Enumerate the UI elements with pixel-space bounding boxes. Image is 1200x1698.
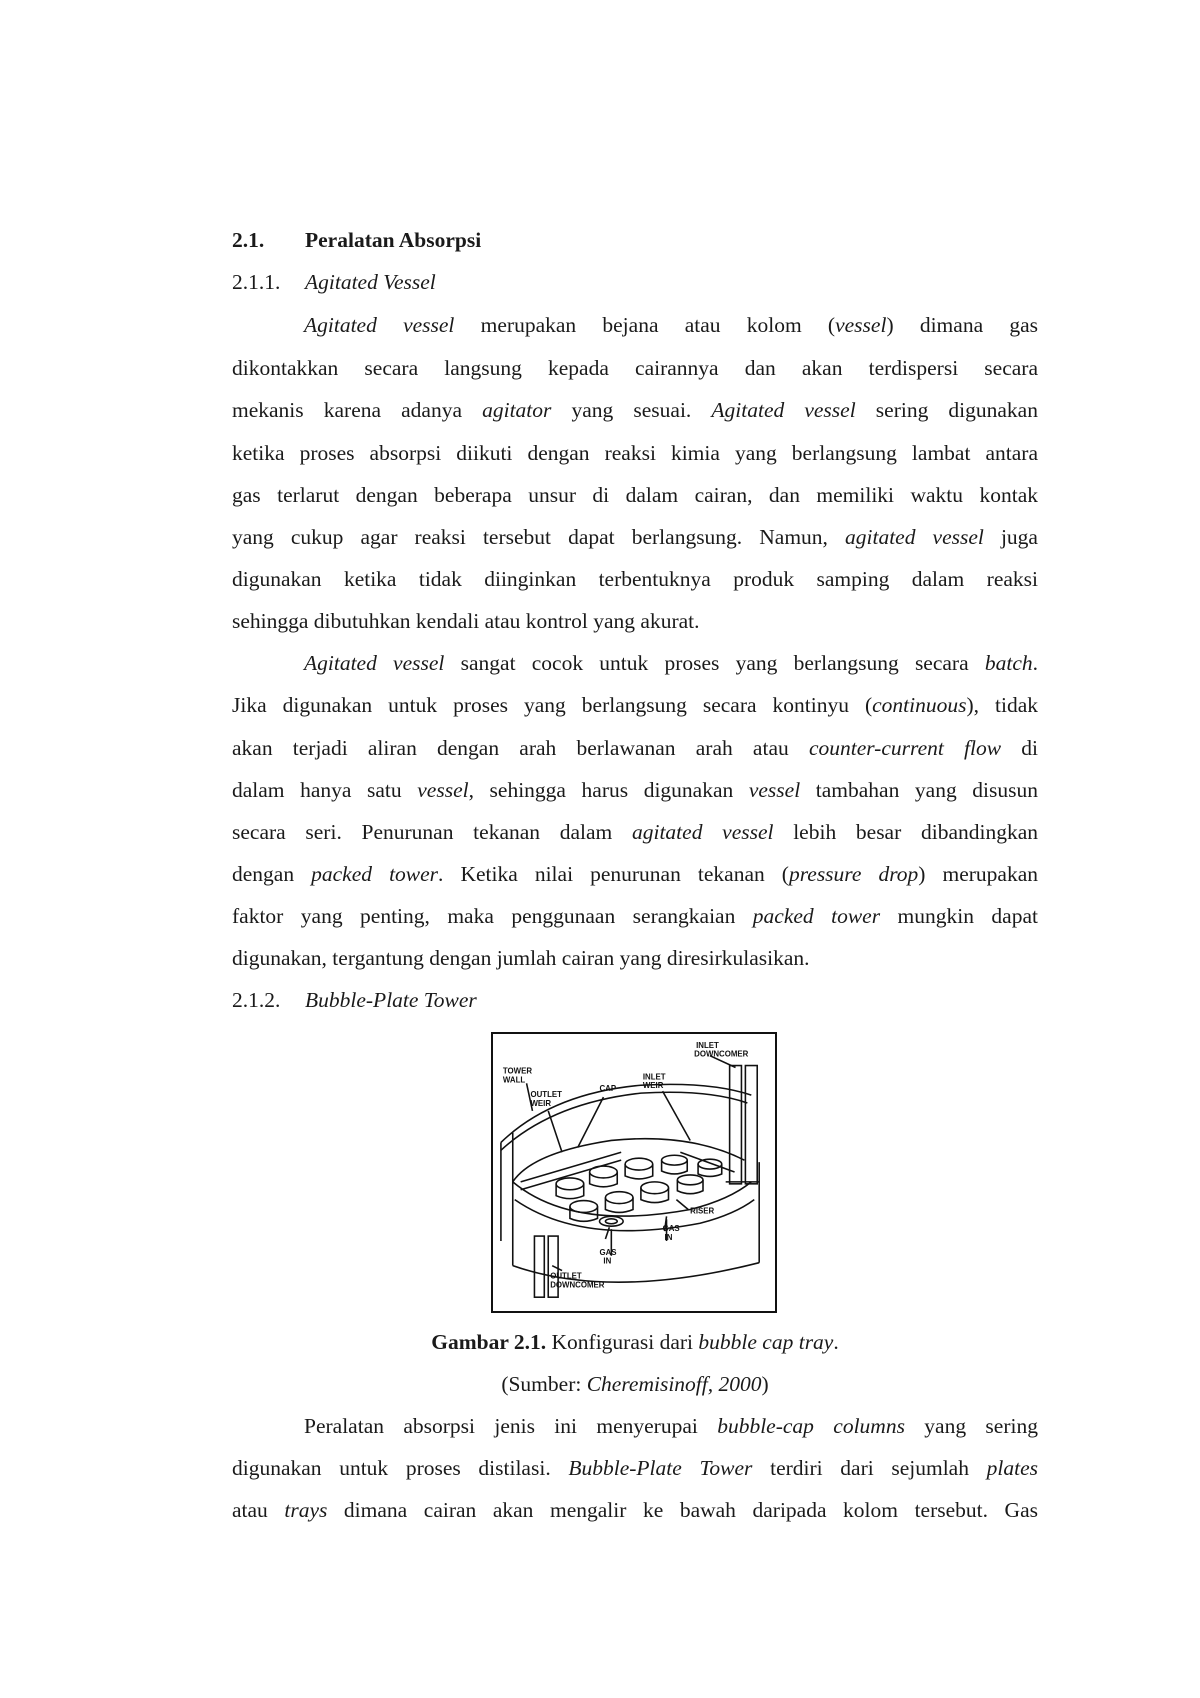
text-line: dengan packed tower. Ketika nilai penurunan tekanan (pressure drop) merupakan	[232, 862, 1039, 886]
text-line: digunakan, tergantung dengan jumlah cairan yang diresirkulasikan.	[232, 946, 810, 970]
text-line: digunakan ketika tidak diinginkan terbentuknya produk samping dalam reaksi	[232, 567, 1038, 591]
subsection-heading-1	[232, 270, 1038, 295]
svg-text:WEIR: WEIR	[642, 1081, 664, 1091]
text-line: mekanis karena adanya agitator yang sesuai. Agitated vessel sering digunakan	[232, 398, 1038, 422]
text-line: ketika proses absorpsi diikuti dengan reaksi kimia yang berlangsung lambat antara	[232, 441, 1038, 465]
figure-caption: Gambar 2.1. Konfigurasi dari bubble cap tray.	[431, 1330, 839, 1354]
text-line: sehingga dibutuhkan kendali atau kontrol yang akurat.	[232, 609, 700, 633]
svg-text:IN: IN	[603, 1256, 612, 1266]
svg-text:DOWNCOMER: DOWNCOMER	[550, 1280, 605, 1290]
svg-text:RISER: RISER	[690, 1206, 715, 1216]
text-line: faktor yang penting, maka penggunaan serangkaian packed tower mungkin dapat	[232, 904, 1038, 928]
text-line: Jika digunakan untuk proses yang berlangsung secara kontinyu (continuous), tidak	[232, 693, 1038, 717]
svg-text:TOWER: TOWER	[502, 1066, 533, 1076]
svg-text:WALL: WALL	[502, 1075, 526, 1085]
text-line: gas terlarut dengan beberapa unsur di dalam cairan, dan memiliki waktu kontak	[232, 483, 1038, 507]
tray-diagram	[493, 1034, 775, 1311]
text-line: dalam hanya satu vessel, sehingga harus digunakan vessel tambahan yang disusun	[232, 778, 1038, 802]
text-line: atau trays dimana cairan akan mengalir ke bawah daripada kolom tersebut. Gas	[232, 1498, 1038, 1522]
section-heading	[232, 228, 1038, 253]
subsection-number: 2.1.2.	[232, 988, 281, 1012]
subsection-heading-2	[232, 988, 1038, 1013]
subsection-title: Agitated Vessel	[305, 270, 436, 294]
svg-text:WEIR: WEIR	[530, 1098, 552, 1108]
text-line: Peralatan absorpsi jenis ini menyerupai bubble-cap columns yang sering	[304, 1414, 1038, 1438]
bubble-cap-tray-figure	[491, 1032, 777, 1313]
text-line: secara seri. Penurunan tekanan dalam agitated vessel lebih besar dibandingkan	[232, 820, 1038, 844]
text-line: yang cukup agar reaksi tersebut dapat berlangsung. Namun, agitated vessel juga	[232, 525, 1038, 549]
svg-text:DOWNCOMER: DOWNCOMER	[694, 1049, 749, 1059]
svg-text:OUTLET: OUTLET	[550, 1271, 582, 1281]
svg-text:INLET: INLET	[696, 1040, 719, 1050]
svg-text:OUTLET: OUTLET	[530, 1090, 562, 1100]
text-line: dikontakkan secara langsung kepada cairannya dan akan terdispersi secara	[232, 356, 1038, 380]
subsection-title: Bubble-Plate Tower	[305, 988, 477, 1012]
text-line: akan terjadi aliran dengan arah berlawanan arah atau counter-current flow di	[232, 736, 1038, 760]
text-line: Agitated vessel merupakan bejana atau kolom (vessel) dimana gas	[304, 313, 1038, 337]
figure-source: (Sumber: Cheremisinoff, 2000)	[501, 1372, 769, 1396]
text-line: Agitated vessel sangat cocok untuk proses yang berlangsung secara batch.	[304, 651, 1039, 675]
svg-text:INLET: INLET	[642, 1072, 666, 1082]
svg-text:GAS: GAS	[662, 1224, 680, 1234]
section-number: 2.1.	[232, 228, 265, 252]
svg-text:IN: IN	[664, 1233, 673, 1243]
text-line: digunakan untuk proses distilasi. Bubble-Plate Tower terdiri dari sejumlah plates	[232, 1456, 1038, 1480]
subsection-number: 2.1.1.	[232, 270, 281, 294]
section-title: Peralatan Absorpsi	[305, 228, 482, 252]
svg-text:CAP: CAP	[599, 1084, 617, 1094]
svg-text:GAS: GAS	[599, 1247, 617, 1257]
